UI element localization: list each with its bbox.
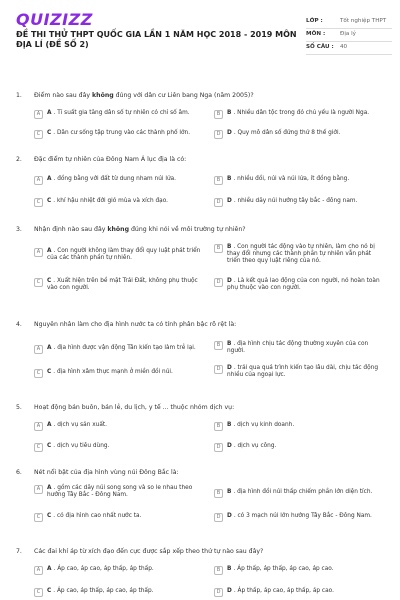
option-d[interactable]: D D . Áp thấp, áp cao, áp thấp, áp cao. [214,588,386,597]
question-text: Nguyên nhân làm cho địa hình nước ta có tính phân bậc rõ rệt là: [34,321,237,328]
option-d[interactable]: D D . dịch vụ công. [214,443,386,452]
option-a[interactable]: A A . gồm các dãy núi song song và so le nhau theo hướng Tây Bắc - Đông Nam. [34,485,204,499]
question-text: Điểm nào sau đây không đúng với dân cư Liên bang Nga (năm 2005)? [34,92,254,99]
question-1: 1. Điểm nào sau đây không đúng với dân cư Liên bang Nga (năm 2005)? A A . Tỉ suất gia tăng dân số tự nhiên có chỉ số âm. B B . Nhiều dân tộc trong đó chủ yếu là người Nga. C C . Dân cư sống tập trung vào các thành phố lớn. D D . Quy mô dân số đứng thứ 8 thế giới. [16,92,386,100]
question-text: Đặc điểm tự nhiên của Đông Nam Á lục địa là có: [34,156,187,163]
option-d[interactable]: D D . nhiều dãy núi hướng tây bắc - đông nam. [214,198,386,207]
question-2: 2. Đặc điểm tự nhiên của Đông Nam Á lục địa là có: A A . đồng bằng với đất từ dung nham núi lửa. B B . nhiều đồi, núi và núi lửa, ít đồng bằng. C C . khí hậu nhiệt đới gió mùa và xích đạo. D D . nhiều dãy núi hướng tây bắc - đông nam. [16,156,386,164]
question-7: 7. Các đai khí áp từ xích đạo đến cực được sắp xếp theo thứ tự nào sau đây? A A . Áp cao, áp cao, áp thấp, áp thấp. B B . Áp thấp, áp thấp, áp cao, áp cao. C C . Áp cao, áp thấp, áp cao, áp thấp. D D . Áp thấp, áp cao, áp thấp, áp cao. [16,548,386,556]
option-d[interactable]: D D . trải qua quá trình kiến tạo lâu dài, chịu tác động nhiều của ngoại lực. [214,365,386,379]
quizizz-logo: QUIZIZZ [16,10,93,29]
option-a[interactable]: A A . Con người không làm thay đổi quy luật phát triển của các thành phần tự nhiên. [34,248,204,262]
option-b[interactable]: B B . dịch vụ kinh doanh. [214,422,386,431]
option-c[interactable]: C C . Dân cư sống tập trung vào các thành phố lớn. [34,130,204,139]
option-a[interactable]: A A . Tỉ suất gia tăng dân số tự nhiên có chỉ số âm. [34,110,204,119]
option-c[interactable]: C C . có địa hình cao nhất nước ta. [34,513,204,522]
option-d[interactable]: D D . Quy mô dân số đứng thứ 8 thế giới. [214,130,386,139]
exam-header [16,10,386,72]
exam-meta [306,16,392,55]
meta-class: LỚP : Tốt nghiệp THPT [306,16,392,29]
option-b[interactable]: B B . nhiều đồi, núi và núi lửa, ít đồng bằng. [214,176,386,185]
question-3: 3. Nhận định nào sau đây không đúng khi nói về môi trường tự nhiên? A A . Con người không làm thay đổi quy luật phát triển của các thành phần tự nhiên. B B . Con người tác động vào tự nhiên, làm cho nó bị thay đổi nhưng các thành phần tự nhiên vẫn phát triển theo quy luật riêng của nó. C C . Xuất hiện trên bề mặt Trái Đất, không phụ thuộc vào con người. D D . Là kết quả lao động của con người, nó hoàn toàn phụ thuộc vào con người. [16,226,386,234]
meta-subject: MÔN : Địa lý [306,29,392,42]
option-a[interactable]: A A . dịch vụ sản xuất. [34,422,204,431]
option-b[interactable]: B B . Con người tác động vào tự nhiên, làm cho nó bị thay đổi nhưng các thành phần tự nhiên vẫn phát triển theo quy luật riêng của nó. [214,244,386,266]
question-6: 6. Nét nổi bật của địa hình vùng núi Đông Bắc là: A A . gồm các dãy núi song song và so le nhau theo hướng Tây Bắc - Đông Nam. B B . địa hình đồi núi thấp chiếm phần lớn diện tích. C C . có địa hình cao nhất nước ta. D D . có 3 mạch núi lớn hướng Tây Bắc - Đông Nam. [16,469,386,477]
option-c[interactable]: C C . Xuất hiện trên bề mặt Trái Đất, không phụ thuộc vào con người. [34,278,204,292]
option-a[interactable]: A A . địa hình được vận động Tân kiến tạo làm trẻ lại. [34,345,204,354]
meta-count: SỐ CÂU : 40 [306,42,392,55]
option-a[interactable]: A A . Áp cao, áp cao, áp thấp, áp thấp. [34,566,204,575]
option-b[interactable]: B B . Áp thấp, áp thấp, áp cao, áp cao. [214,566,386,575]
option-b[interactable]: B B . Nhiều dân tộc trong đó chủ yếu là người Nga. [214,110,386,119]
question-text: Nét nổi bật của địa hình vùng núi Đông Bắc là: [34,469,179,476]
question-4: 4. Nguyên nhân làm cho địa hình nước ta có tính phân bậc rõ rệt là: A A . địa hình được vận động Tân kiến tạo làm trẻ lại. B B . địa hình chịu tác động thường xuyên của con người. C C . địa hình xâm thực mạnh ở miền đồi núi. D D . trải qua quá trình kiến tạo lâu dài, chịu tác động nhiều của ngoại lực. [16,321,386,329]
question-text: Nhận định nào sau đây không đúng khi nói về môi trường tự nhiên? [34,226,246,233]
option-d[interactable]: D D . có 3 mạch núi lớn hướng Tây Bắc - Đông Nam. [214,513,386,522]
option-d[interactable]: D D . Là kết quả lao động của con người, nó hoàn toàn phụ thuộc vào con người. [214,278,386,292]
exam-title: ĐỀ THI THỬ THPT QUỐC GIA LẦN 1 NĂM HỌC 2018 - 2019 MÔN ĐỊA LÍ (ĐỀ SỐ 2) [16,30,297,49]
question-text: Các đai khí áp từ xích đạo đến cực được sắp xếp theo thứ tự nào sau đây? [34,548,264,555]
question-5: 5. Hoạt động bán buôn, bán lẻ, du lịch, y tế ... thuộc nhóm dịch vụ: A A . dịch vụ sản xuất. B B . dịch vụ kinh doanh. C C . dịch vụ tiêu dùng. D D . dịch vụ công. [16,404,386,412]
option-c[interactable]: C C . dịch vụ tiêu dùng. [34,443,204,452]
option-c[interactable]: C C . khí hậu nhiệt đới gió mùa và xích đạo. [34,198,204,207]
option-b[interactable]: B B . địa hình đồi núi thấp chiếm phần lớn diện tích. [214,489,386,498]
option-c[interactable]: C C . Áp cao, áp thấp, áp cao, áp thấp. [34,588,204,597]
option-c[interactable]: C C . địa hình xâm thực mạnh ở miền đồi núi. [34,369,204,378]
question-text: Hoạt động bán buôn, bán lẻ, du lịch, y tế ... thuộc nhóm dịch vụ: [34,404,235,411]
option-b[interactable]: B B . địa hình chịu tác động thường xuyên của con người. [214,341,386,355]
option-a[interactable]: A A . đồng bằng với đất từ dung nham núi lửa. [34,176,204,185]
